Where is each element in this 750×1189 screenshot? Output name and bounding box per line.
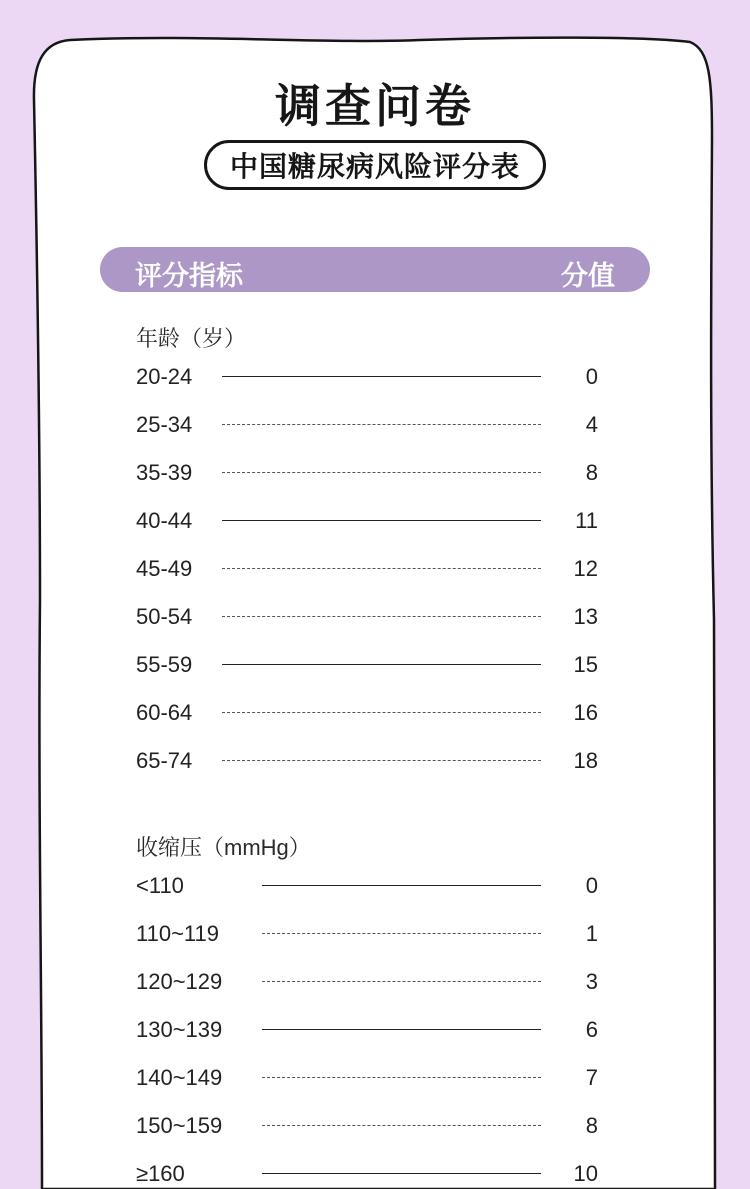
leader-line xyxy=(262,933,541,934)
row-score: 10 xyxy=(573,1161,598,1186)
row-label: 45-49 xyxy=(136,556,193,581)
row-score: 4 xyxy=(585,412,598,437)
leader-line xyxy=(222,760,541,761)
row-label: 20-24 xyxy=(136,364,193,389)
row-label: 140~149 xyxy=(136,1065,223,1090)
score-row xyxy=(136,554,598,584)
leader-line xyxy=(222,424,541,425)
row-score: 11 xyxy=(575,508,598,533)
subtitle-text: 中国糖尿病风险评分表 xyxy=(229,151,520,182)
score-row xyxy=(136,1063,598,1093)
row-label: 25-34 xyxy=(136,412,193,437)
row-score: 8 xyxy=(585,1113,598,1138)
leader-line xyxy=(222,568,541,569)
leader-line xyxy=(222,712,541,713)
leader-line xyxy=(262,1077,541,1078)
row-score: 15 xyxy=(573,652,598,677)
row-score: 8 xyxy=(585,460,598,485)
score-row xyxy=(136,506,598,536)
table-header-bar xyxy=(100,247,650,292)
leader-line xyxy=(222,616,541,617)
row-score: 0 xyxy=(585,873,598,898)
row-label: 55-59 xyxy=(136,652,193,677)
row-score: 1 xyxy=(585,921,598,946)
leader-line xyxy=(222,520,541,521)
score-row xyxy=(136,602,598,632)
row-label: 65-74 xyxy=(136,748,193,773)
score-row xyxy=(136,1111,598,1141)
row-score: 3 xyxy=(585,969,598,994)
subtitle-badge xyxy=(204,140,546,190)
score-row xyxy=(136,967,598,997)
leader-line xyxy=(262,1173,541,1174)
leader-line xyxy=(262,1125,541,1126)
leader-line xyxy=(262,981,541,982)
row-label: 110~119 xyxy=(136,921,219,946)
score-row xyxy=(136,698,598,728)
score-row xyxy=(136,871,598,901)
row-label: 150~159 xyxy=(136,1113,223,1138)
row-label: 40-44 xyxy=(136,508,193,533)
score-row xyxy=(136,410,598,440)
row-score: 13 xyxy=(573,604,598,629)
score-row xyxy=(136,650,598,680)
row-score: 12 xyxy=(573,556,598,581)
leader-line xyxy=(262,885,541,886)
row-label: 130~139 xyxy=(136,1017,223,1042)
score-row xyxy=(136,362,598,392)
score-row xyxy=(136,1159,598,1189)
score-row xyxy=(136,1015,598,1045)
row-score: 6 xyxy=(585,1017,598,1042)
score-row xyxy=(136,919,598,949)
row-score: 0 xyxy=(585,364,598,389)
leader-line xyxy=(222,472,541,473)
row-label: <110 xyxy=(136,873,184,898)
section-title: 收缩压（mmHg） xyxy=(136,835,311,860)
row-label: ≥160 xyxy=(136,1161,185,1186)
leader-line xyxy=(222,664,541,665)
row-label: 120~129 xyxy=(136,969,223,994)
row-score: 18 xyxy=(573,748,598,773)
row-label: 35-39 xyxy=(136,460,193,485)
header-indicator: 评分指标 xyxy=(135,261,243,291)
score-row xyxy=(136,458,598,488)
row-label: 50-54 xyxy=(136,604,193,629)
section-title: 年龄（岁） xyxy=(136,326,247,351)
page-title: 调查问卷 xyxy=(275,80,475,132)
row-label: 60-64 xyxy=(136,700,193,725)
row-score: 7 xyxy=(585,1065,598,1090)
leader-line xyxy=(222,376,541,377)
leader-line xyxy=(262,1029,541,1030)
header-score: 分值 xyxy=(561,261,615,291)
row-score: 16 xyxy=(573,700,598,725)
score-row xyxy=(136,746,598,776)
